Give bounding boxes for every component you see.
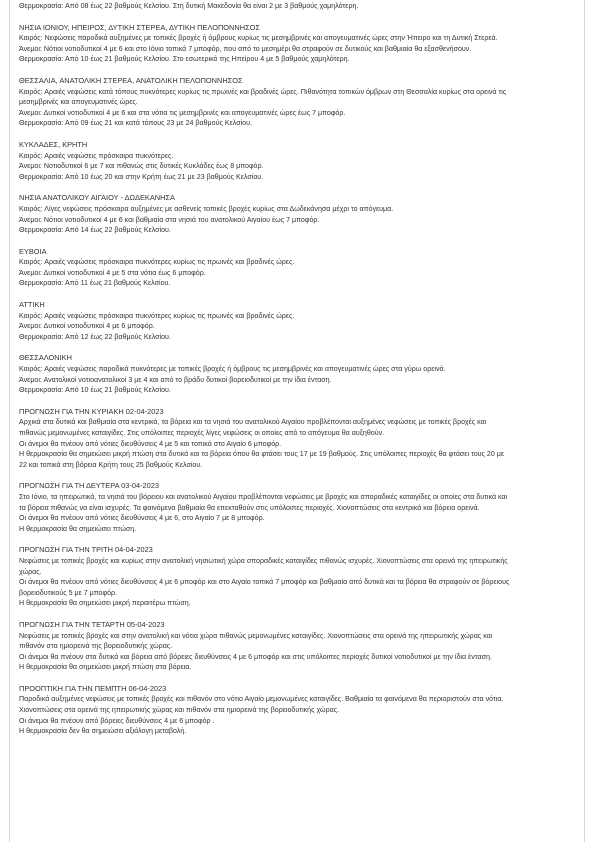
section-line: Καιρός: Αραιές νεφώσεις κατά τόπους πυκνότερες κυρίως τις πρωινές και βραδινές ώρες. Πιθανότητα τοπικών όμβρων στη Θεσσαλία κυρίως στα ορεινά τις bbox=[19, 87, 507, 96]
section-line: μεσημβρινές και απογευματινές ώρες. bbox=[19, 98, 138, 107]
section-line: πιθανόν στα ημιορεινά της βορειοδυτικής χώρας. bbox=[19, 642, 173, 651]
lead-temperature-line: Θερμοκρασία: Από 08 έως 22 βαθμούς Κελσίου. Στη δυτική Μακεδονία θα είναι 2 με 3 βαθμούς χαμηλότερη. bbox=[19, 2, 359, 10]
section-line: Η θερμοκρασία θα σημειώσει μικρή περαιτέρω πτώση. bbox=[19, 599, 191, 608]
section-line: βορειοδυτικούς 5 με 7 μποφόρ. bbox=[19, 588, 118, 597]
section-line: Θερμοκρασία: Από 09 έως 21 και κατά τόπους 23 με 24 βαθμούς Κελσίου. bbox=[19, 119, 252, 128]
section-title: ΝΗΣΙΑ ΑΝΑΤΟΛΙΚΟΥ ΑΙΓΑΙΟΥ - ΔΩΔΕΚΑΝΗΣΑ bbox=[19, 193, 175, 203]
section-line: Νεφώσεις με τοπικές βροχές και στην ανατολική και νότια χώρα πιθανώς μεμονωμένες καταιγίδες. Χιονοπτώσεις στα ορεινά της ηπειρωτικής χώρας και bbox=[19, 631, 493, 640]
section-title: ΘΕΣΣΑΛΟΝΙΚΗ bbox=[19, 353, 72, 363]
section-line: Νεφώσεις με τοπικές βροχές και κυρίως στην ανατολική νησιωτική χώρα σποραδικές καταιγίδες πιθανώς ισχυρές. Χιονοπτώσεις στα ορεινά της ηπειρωτικής bbox=[19, 556, 508, 565]
section-line: Άνεμοι: Δυτικοί νοτιοδυτικοί 4 με 6 μποφόρ. bbox=[19, 322, 155, 331]
forecast-section bbox=[19, 684, 576, 737]
forecast-section bbox=[19, 620, 576, 673]
section-line: Η θερμοκρασία θα σημειώσει μικρή πτώση στα δυτικά και τα βόρεια όπου θα φτάσει τους 17 με 19 βαθμούς. Στις υπόλοιπες περιοχές θα φτάσει τους 20 με bbox=[19, 450, 505, 459]
forecast-section bbox=[19, 193, 576, 235]
forecast-sections bbox=[19, 23, 576, 737]
section-line: Καιρός: Λίγες νεφώσεις πρόσκαιρα αυξημένες με ασθενείς τοπικές βροχές κυρίως στα Δωδεκάνησα μέχρι το απόγευμα. bbox=[19, 204, 394, 213]
section-line: Στο Ιόνιο, τα ηπειρωτικά, τα νησιά του βόρειου και ανατολικού Αιγαίου προβλέπονται νεφώσεις με βροχές και σποραδικές καταιγίδες οι οποίες στα δυτικά και bbox=[19, 492, 508, 501]
section-title: ΑΤΤΙΚΗ bbox=[19, 300, 45, 310]
section-line: Θερμοκρασία: Από 10 έως 21 βαθμούς Κελσίου. bbox=[19, 386, 171, 395]
forecast-section bbox=[19, 407, 576, 471]
section-line: Οι άνεμοι θα πνέουν από νότιες διευθύνσεις 4 με 6 μποφόρ και στο Αιγαίο τοπικά 7 μποφόρ και βαθμιαία από δυτικά και τα βόρεια θα στραφούν σε βόρειους bbox=[19, 578, 510, 587]
section-title: ΚΥΚΛΑΔΕΣ, ΚΡΗΤΗ bbox=[19, 139, 88, 149]
section-line: πιθανώς μεμονωμένες καταιγίδες. Στις υπόλοιπες περιοχές λίγες νεφώσεις οι οποίες από το απόγευμα θα αυξηθούν. bbox=[19, 429, 385, 437]
forecast-page bbox=[9, 0, 585, 842]
section-line: Οι άνεμοι θα πνέουν από νότιες διευθύνσεις 4 με 6, στο Αιγαίο 7 με 8 μποφόρ. bbox=[19, 514, 265, 523]
section-title: ΠΡΟΓΝΩΣΗ ΓΙΑ ΤΗ ΔΕΥΤΕΡΑ 03-04-2023 bbox=[19, 481, 159, 491]
section-line: Θερμοκρασία: Από 12 έως 22 βαθμούς Κελσίου. bbox=[19, 332, 171, 341]
section-line: Παροδικά αυξημένες νεφώσεις με τοπικές βροχές και πιθανόν στο νότιο Αιγαίο μεμονωμένες καταιγίδες. Βαθμιαία τα φαινόμενα θα περιοριστούν στα νότια. bbox=[19, 695, 504, 704]
forecast-section bbox=[19, 140, 576, 182]
section-title: ΠΡΟΓΝΩΣΗ ΓΙΑ ΤΗΝ ΤΕΤΑΡΤΗ 05-04-2023 bbox=[19, 619, 165, 629]
section-line: Άνεμοι: Νότιοι νοτιοδυτικοί 4 με 6 και στο Ιόνιο τοπικά 7 μποφόρ, που από το μεσημέρι θα στραφούν σε δυτικούς και βαθμιαία θα εξασθενήσουν. bbox=[19, 44, 472, 53]
section-line: Καιρός: Αραιές νεφώσεις παροδικά πυκνότερες με τοπικές βροχές ή όμβρους τις μεσημβρινές και απογευματινές ώρες στα γύρω ορεινά. bbox=[19, 365, 446, 374]
section-line: Οι άνεμοι θα πνέουν στα δυτικά και βόρεια από βόρειες διευθύνσεις 4 με 6 μποφόρ και στις υπόλοιπες περιοχές δυτικοί νοτιοδυτικοί με την ίδια ένταση. bbox=[19, 652, 492, 661]
section-line: Άνεμοι: Νοτιοδυτικοί 6 με 7 και πιθανώς στις δυτικές Κυκλάδες έως 8 μποφόρ. bbox=[19, 162, 264, 171]
forecast-section bbox=[19, 76, 576, 129]
section-line: χώρας. bbox=[19, 567, 42, 576]
section-line: Καιρός: Αραιές νεφώσεις πρόσκαιρα πυκνότερες κυρίως τις πρωινές και βραδινές ώρες. bbox=[19, 258, 295, 267]
section-line: Άνεμοι: Ανατολικοί νοτιοανατολικοί 3 με 4 και από το βράδυ δυτικοί βορειοδυτικοί με την ίδια ένταση. bbox=[19, 375, 332, 384]
forecast-section bbox=[19, 247, 576, 289]
section-title: ΠΡΟΓΝΩΣΗ ΓΙΑ ΤΗΝ ΚΥΡΙΑΚΗ 02-04-2023 bbox=[19, 406, 164, 416]
section-line: 22 και τοπικά στη βόρεια Κρήτη τους 25 βαθμούς Κελσίου. bbox=[19, 460, 203, 469]
section-line: Άνεμοι: Δυτικοί νοτιοδυτικοί 4 με 5 στα νότια έως 6 μποφόρ. bbox=[19, 268, 206, 277]
section-title: ΝΗΣΙΑ ΙΟΝΙΟΥ, ΗΠΕΙΡΟΣ, ΔΥΤΙΚΗ ΣΤΕΡΕΑ, ΔΥΤΙΚΗ ΠΕΛΟΠΟΝΝΗΣΟΣ bbox=[19, 22, 260, 32]
section-line: Καιρός: Νεφώσεις παροδικά αυξημένες με τοπικές βροχές ή όμβρους κυρίως τις μεσημβρινές και απογευματινές ώρες στην Ήπειρο και τη Δυτική Στερεά. bbox=[19, 34, 498, 43]
forecast-section bbox=[19, 353, 576, 395]
section-line: Θερμοκρασία: Από 10 έως 21 βαθμούς Κελσίου. Στο εσωτερικό της Ηπείρου 4 με 5 βαθμούς χαμηλότερη. bbox=[19, 55, 350, 64]
section-line: Οι άνεμοι θα πνέουν από νότιες διευθύνσεις 4 με 5 και τοπικά στο Αιγαίο 6 μποφόρ. bbox=[19, 439, 282, 448]
section-line: τα βόρεια πιθανώς να είναι ισχυρές. Τα φαινόμενα βαθμιαία θα επεκταθούν στις υπόλοιπες περιοχές. Χιονοπτώσεις στα κεντρικά και βόρεια ορεινά. bbox=[19, 503, 480, 512]
forecast-section bbox=[19, 481, 576, 534]
section-line: Η θερμοκρασία θα σημειώσει πτώση. bbox=[19, 524, 137, 533]
section-title: ΘΕΣΣΑΛΙΑ, ΑΝΑΤΟΛΙΚΗ ΣΤΕΡΕΑ, ΑΝΑΤΟΛΙΚΗ ΠΕΛΟΠΟΝΝΗΣΟΣ bbox=[19, 75, 243, 85]
section-line: Οι άνεμοι θα πνέουν από βόρειες διευθύνσεις 4 με 6 μποφόρ . bbox=[19, 716, 215, 725]
section-line: Θερμοκρασία: Από 14 έως 22 βαθμούς Κελσίου. bbox=[19, 226, 171, 235]
section-line: Άνεμοι: Δυτικοί νοτιοδυτικοί 4 με 6 και στα νότια τις μεσημβρινές και απογευματινές ώρες έως 7 μποφόρ. bbox=[19, 108, 346, 117]
forecast-section bbox=[19, 300, 576, 342]
section-line: Η θερμοκρασία δεν θα σημειώσει αξιόλογη μεταβολή. bbox=[19, 727, 187, 736]
section-line: Θερμοκρασία: Από 11 έως 21 βαθμούς Κελσίου. bbox=[19, 279, 171, 288]
section-line: Χιονοπτώσεις στα ορεινά της ηπειρωτικής χώρας και πιθανόν στα ημιορεινά της βορειοδυτικής χώρας. bbox=[19, 706, 340, 715]
section-line: Άνεμοι: Νότιοι νοτιοδυτικοί 4 με 6 και βαθμιαία στα νησιά του ανατολικού Αιγαίου έως 7 μποφόρ. bbox=[19, 215, 320, 224]
section-title: ΠΡΟΓΝΩΣΗ ΓΙΑ ΤΗΝ ΤΡΙΤΗ 04-04-2023 bbox=[19, 545, 153, 555]
section-title: ΠΡΟΟΠΤΙΚΗ ΓΙΑ ΤΗΝ ΠΕΜΠΤΗ 06-04-2023 bbox=[19, 683, 167, 693]
section-line: Καιρός: Αραιές νεφώσεις πρόσκαιρα πυκνότερες. bbox=[19, 151, 174, 160]
section-line: Η θερμοκρασία θα σημειώσει μικρή πτώση στα βόρεια. bbox=[19, 663, 192, 672]
forecast-section bbox=[19, 23, 576, 65]
section-line: Καιρός: Αραιές νεφώσεις πρόσκαιρα πυκνότερες κυρίως τις πρωινές και βραδινές ώρες. bbox=[19, 311, 295, 320]
forecast-section bbox=[19, 545, 576, 609]
section-title: ΕΥΒΟΙΑ bbox=[19, 246, 47, 256]
section-line: Θερμοκρασία: Από 10 έως 20 και στην Κρήτη έως 21 με 23 βαθμούς Κελσίου. bbox=[19, 172, 264, 181]
section-line: Αρχικά στα δυτικά και βαθμιαία στα κεντρικά, τα βόρεια και τα νησιά του ανατολικού Αιγαίου προβλέπονται αυξημένες νεφώσεις με τοπικές βροχές και bbox=[19, 418, 487, 427]
